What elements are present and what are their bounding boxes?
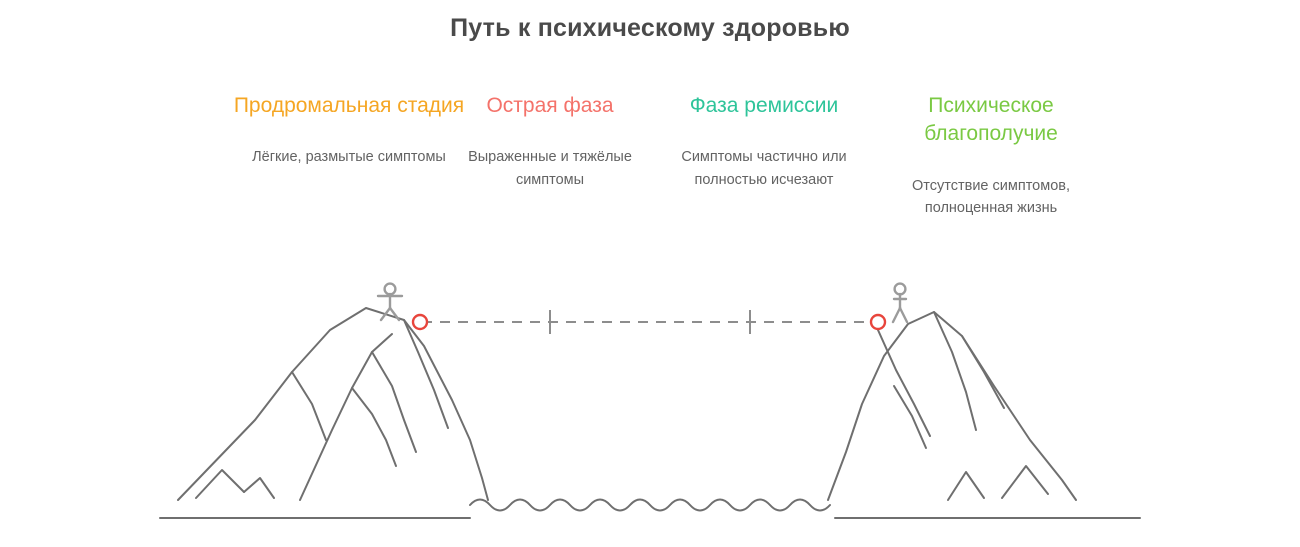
page-title: Путь к психическому здоровью xyxy=(450,14,850,42)
water-waves-icon xyxy=(470,500,830,511)
stage-title-wellbeing: Психическое благополучие xyxy=(924,94,1058,146)
end-anchor-icon xyxy=(871,315,885,329)
start-anchor-icon xyxy=(413,315,427,329)
right-mountain xyxy=(828,312,1076,500)
stage-description-prodromal: Лёгкие, размытые симптомы xyxy=(252,149,446,166)
left-mountain xyxy=(178,308,488,500)
rope-line xyxy=(422,310,876,334)
stage-title-acute: Острая фаза xyxy=(486,94,614,117)
stage-title-prodromal: Продромальная стадия xyxy=(233,94,465,117)
stage-description-remission: Симптомы частично или полностью исчезают xyxy=(681,149,847,188)
right-person-icon xyxy=(893,284,907,322)
stage-description-wellbeing: Отсутствие симптомов, полноценная жизнь xyxy=(912,177,1070,217)
stage-description-acute: Выраженные и тяжёлые симптомы xyxy=(468,149,632,188)
stage-title-remission: Фаза ремиссии xyxy=(689,94,839,117)
